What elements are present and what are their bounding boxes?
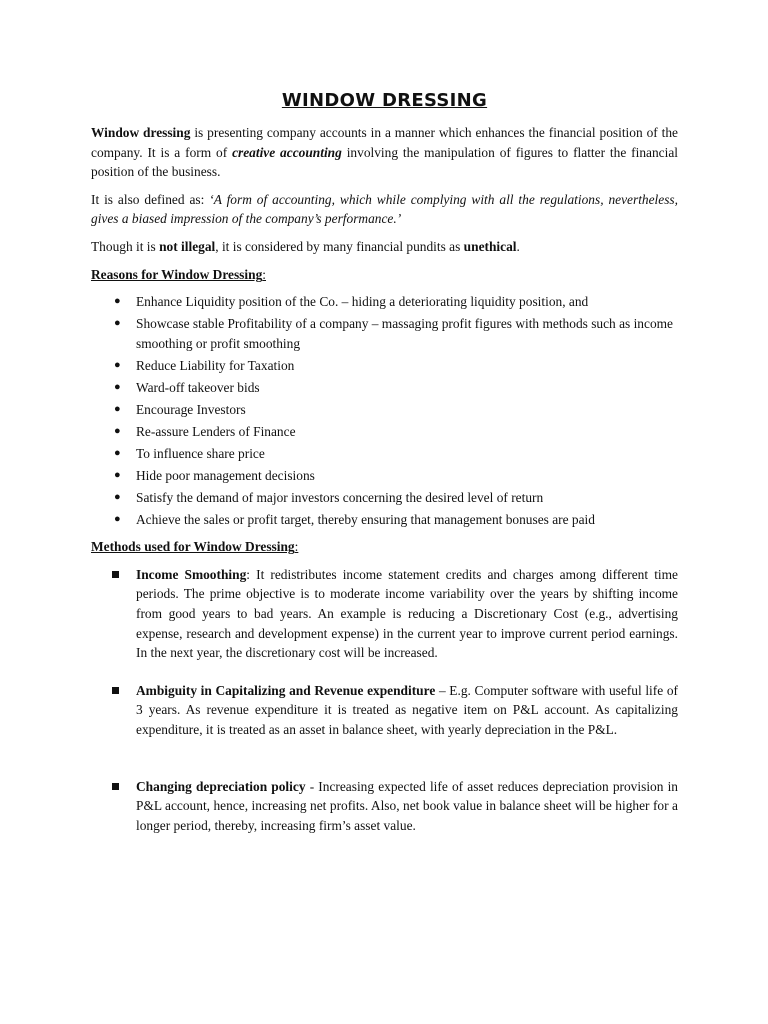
bullet-icon: ● [114,424,121,437]
list-item-text: Achieve the sales or profit target, thereby ensuring that management bonuses are paid [136,511,595,527]
list-item [91,466,678,486]
reasons-heading-text: Reasons for Window Dressing [91,266,263,282]
method-text: – E.g. Computer software with useful life of 3 years. As revenue expenditure it is treated as negative item on P&L account. As capitalizing expenditure, it is treated as an asset in balance sheet, with yearly depreciation in the P&L. [136,682,678,737]
list-item [91,422,678,442]
methods-list [91,565,678,836]
list-item [91,565,678,663]
term-not-illegal: not illegal [159,238,216,254]
ethics-text-part1: Though it is [91,238,160,254]
method-term: Changing depreciation policy [136,778,306,794]
list-item [91,356,678,376]
term-window-dressing: Window dressing [91,125,191,140]
bullet-icon: ● [114,512,121,525]
method-text: : It redistributes income statement credits and charges among different time periods. The prime objective is to moderate income variability over the years by shifting income from good years to bad years. An example is reducing a Discretionary Cost (e.g., advertising expense, research and development expense) in the current year to improve current period earnings. In the next year, the discretionary cost will be increased. [136,566,678,661]
document-page [91,88,678,835]
list-item [91,777,678,836]
reasons-heading: Reasons for Window Dressing: [91,266,266,282]
list-item [91,292,678,312]
term-unethical: unethical [463,238,517,254]
ethics-text-part2: , it is considered by many financial pundits as [215,238,464,254]
method-term: Ambiguity in Capitalizing and Revenue expenditure [136,682,436,698]
term-creative-accounting: creative accounting [232,144,342,160]
method-term: Income Smoothing [136,566,247,582]
list-item [91,314,678,353]
bullet-icon: ● [114,295,121,308]
document-title: WINDOW DRESSING [281,90,488,111]
bullet-icon: ● [114,468,121,481]
list-item-text: Showcase stable Profitability of a company – massaging profit figures with methods such as income smoothing or profit smoothing [136,316,674,351]
bullet-icon: ● [114,358,121,371]
square-bullet-icon [112,687,119,694]
list-item [91,444,678,464]
list-item-text: Hide poor management decisions [136,467,315,483]
square-bullet-icon [112,571,119,578]
ethics-text-part3: . [516,238,520,254]
intro-paragraph-ethics [91,237,678,257]
list-item [91,400,678,420]
intro-text-part1: is presenting company accounts in a manner which enhances the financial position of the company. It is a form of [91,125,678,160]
reasons-list [91,292,678,529]
quote-text: ‘A form of accounting, which while complying with all the regulations, nevertheless, gives a biased impression of the company’s performance.’ [91,191,678,227]
quote-lead: It is also defined as: [91,191,210,207]
methods-heading-text: Methods used for Window Dressing [91,539,295,555]
list-item [91,510,678,530]
list-item [91,378,678,398]
methods-heading: Methods used for Window Dressing: [91,539,299,555]
list-item-text: Encourage Investors [136,401,246,417]
method-text: - Increasing expected life of asset reduces depreciation provision in P&L account, hence, increasing net profits. Also, net book value in balance sheet will be higher for a longer period, thereby, increasing firm’s asset value. [136,778,678,833]
list-item-text: To influence share price [136,445,265,461]
list-item-text: Enhance Liquidity position of the Co. – hiding a deteriorating liquidity position, and [136,294,589,310]
list-item-text: Satisfy the demand of major investors concerning the desired level of return [136,489,544,505]
bullet-icon: ● [114,490,121,503]
list-item-text: Ward-off takeover bids [136,379,260,395]
square-bullet-icon [112,783,119,790]
intro-paragraph-definition [91,123,678,182]
bullet-icon: ● [114,380,121,393]
list-item-text: Reduce Liability for Taxation [136,357,295,373]
list-item [91,488,678,508]
intro-paragraph-quote [91,190,678,229]
bullet-icon: ● [114,317,121,330]
bullet-icon: ● [114,446,121,459]
intro-text-part2: involving the manipulation of figures to flatter the financial position of the business. [91,144,678,180]
bullet-icon: ● [114,402,121,415]
list-item [91,681,678,740]
list-item-text: Re-assure Lenders of Finance [136,423,296,439]
